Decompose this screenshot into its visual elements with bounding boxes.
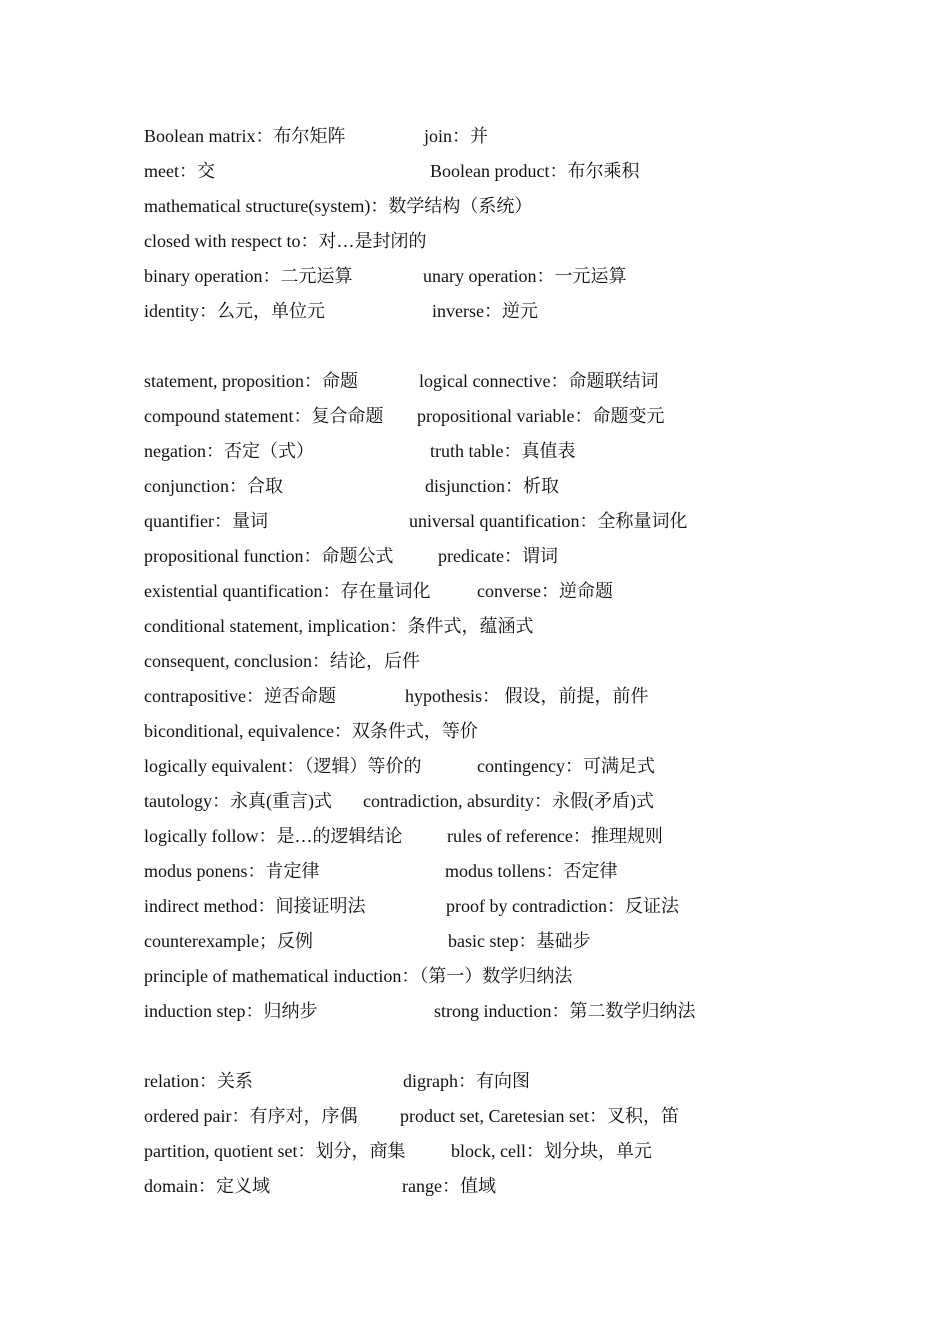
- glossary-term: proof by contradiction：反证法: [446, 896, 679, 916]
- glossary-term: block, cell：划分块，单元: [451, 1141, 652, 1161]
- glossary-term: basic step：基础步: [448, 931, 591, 951]
- glossary-term: logical connective：命题联结词: [419, 371, 659, 391]
- glossary-entry-row: [0, 578, 950, 604]
- glossary-term: principle of mathematical induction：（第一）数学归纳法: [144, 966, 573, 986]
- glossary-term: statement, proposition：命题: [144, 371, 358, 391]
- glossary-term: negation：否定（式）: [144, 441, 314, 461]
- glossary-term: tautology：永真(重言)式: [144, 791, 332, 811]
- glossary-entry-row: [0, 508, 950, 534]
- glossary-term: contradiction, absurdity：永假(矛盾)式: [363, 791, 654, 811]
- glossary-term: conditional statement, implication：条件式，蕴涵式: [144, 616, 534, 636]
- glossary-term: induction step：归纳步: [144, 1001, 318, 1021]
- glossary-term: rules of reference：推理规则: [447, 826, 663, 846]
- glossary-term: binary operation：二元运算: [144, 266, 353, 286]
- glossary-term: disjunction：析取: [425, 476, 559, 496]
- glossary-term: quantifier：量词: [144, 511, 268, 531]
- glossary-entry-row: [0, 963, 950, 989]
- glossary-entry-row: [0, 718, 950, 744]
- glossary-term: universal quantification：全称量词化: [409, 511, 688, 531]
- glossary-entry-row: [0, 123, 950, 149]
- glossary-entry-row: [0, 368, 950, 394]
- glossary-term: propositional function：命题公式: [144, 546, 394, 566]
- glossary-term: ordered pair：有序对，序偶: [144, 1106, 358, 1126]
- glossary-term: biconditional, equivalence：双条件式，等价: [144, 721, 478, 741]
- glossary-entry-row: [0, 403, 950, 429]
- glossary-entry-row: [0, 543, 950, 569]
- glossary-term: truth table：真值表: [430, 441, 576, 461]
- glossary-term: mathematical structure(system)：数学结构（系统）: [144, 196, 533, 216]
- glossary-term: converse：逆命题: [477, 581, 613, 601]
- glossary-entry-row: [0, 648, 950, 674]
- glossary-entry-row: [0, 858, 950, 884]
- glossary-entry-row: [0, 263, 950, 289]
- glossary-term: closed with respect to：对…是封闭的: [144, 231, 427, 251]
- glossary-entry-row: [0, 753, 950, 779]
- glossary-entry-row: [0, 1138, 950, 1164]
- glossary-term: Boolean matrix：布尔矩阵: [144, 126, 346, 146]
- glossary-entry-row: [0, 1173, 950, 1199]
- glossary-term: range：值域: [402, 1176, 496, 1196]
- glossary-entry-row: [0, 228, 950, 254]
- glossary-term: identity：么元，单位元: [144, 301, 325, 321]
- glossary-entry-row: [0, 788, 950, 814]
- glossary-entry-row: [0, 473, 950, 499]
- glossary-entry-row: [0, 298, 950, 324]
- glossary-term: product set, Caretesian set：叉积，笛: [400, 1106, 679, 1126]
- glossary-entry-row: [0, 1068, 950, 1094]
- glossary-term: consequent, conclusion：结论，后件: [144, 651, 420, 671]
- glossary-term: indirect method：间接证明法: [144, 896, 366, 916]
- glossary-term: logically follow：是…的逻辑结论: [144, 826, 403, 846]
- glossary-entry-row: [0, 893, 950, 919]
- glossary-term: domain：定义域: [144, 1176, 270, 1196]
- glossary-term: propositional variable：命题变元: [417, 406, 665, 426]
- glossary-entry-row: [0, 438, 950, 464]
- glossary-term: Boolean product：布尔乘积: [430, 161, 640, 181]
- glossary-entry-row: [0, 1103, 950, 1129]
- glossary-entry-row: [0, 823, 950, 849]
- glossary-entry-row: [0, 193, 950, 219]
- glossary-term: hypothesis： 假设，前提，前件: [405, 686, 649, 706]
- glossary-term: unary operation：一元运算: [423, 266, 627, 286]
- glossary-term: strong induction：第二数学归纳法: [434, 1001, 696, 1021]
- glossary-term: modus tollens：否定律: [445, 861, 618, 881]
- glossary-term: compound statement：复合命题: [144, 406, 384, 426]
- glossary-term: counterexample；反例: [144, 931, 313, 951]
- glossary-term: inverse：逆元: [432, 301, 538, 321]
- glossary-term: relation：关系: [144, 1071, 253, 1091]
- glossary-entry-row: [0, 158, 950, 184]
- glossary-term: conjunction：合取: [144, 476, 283, 496]
- glossary-term: existential quantification：存在量词化: [144, 581, 431, 601]
- glossary-entry-row: [0, 683, 950, 709]
- glossary-term: join：并: [424, 126, 489, 146]
- glossary-term: partition, quotient set：划分，商集: [144, 1141, 406, 1161]
- glossary-term: contingency：可满足式: [477, 756, 655, 776]
- glossary-term: meet：交: [144, 161, 215, 181]
- glossary-term: modus ponens：肯定律: [144, 861, 320, 881]
- glossary-term: digraph：有向图: [403, 1071, 530, 1091]
- glossary-term: contrapositive：逆否命题: [144, 686, 336, 706]
- glossary-entry-row: [0, 998, 950, 1024]
- glossary-term: predicate：谓词: [438, 546, 558, 566]
- glossary-term: logically equivalent：（逻辑）等价的: [144, 756, 422, 776]
- glossary-entry-row: [0, 928, 950, 954]
- glossary-entry-row: [0, 613, 950, 639]
